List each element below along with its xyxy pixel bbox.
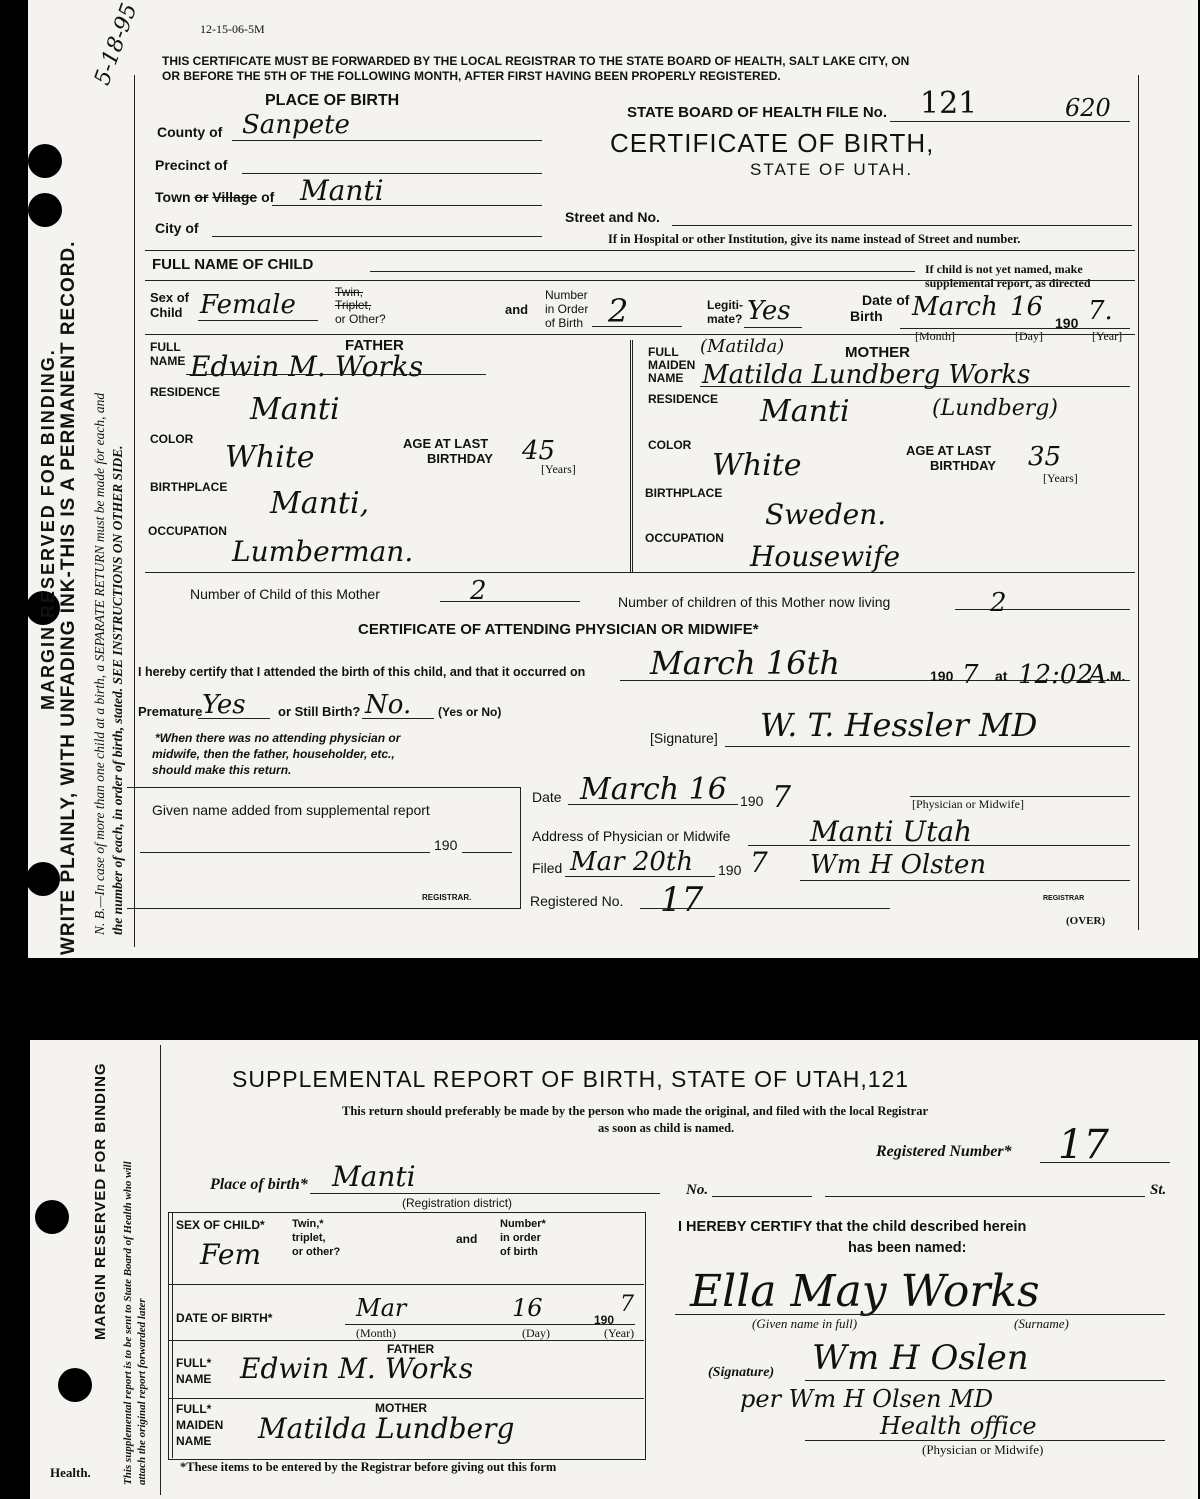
supp-margin-note-1: This supplemental report is to be sent to State Board of Health who will xyxy=(122,1161,134,1485)
occurred-year-prefix: 190 xyxy=(930,668,954,684)
supp-reg-district: (Registration district) xyxy=(402,1196,513,1210)
certificate-title: CERTIFICATE OF BIRTH, xyxy=(610,128,935,158)
punch-hole xyxy=(35,1200,69,1234)
address-label: Address of Physician or Midwife xyxy=(532,828,731,844)
dob-month: March xyxy=(912,292,998,322)
supp-mother-name-label: NAME xyxy=(176,1434,212,1448)
mother-occupation: Housewife xyxy=(750,540,901,573)
mother-birthplace: Sweden. xyxy=(765,498,887,531)
physician-or-midwife-label: [Physician or Midwife] xyxy=(912,797,1024,811)
supp-given-name-label: (Given name in full) xyxy=(752,1316,858,1331)
supp-margin-note-2: attach the original report forwarded later xyxy=(136,1298,148,1485)
punch-hole xyxy=(58,1368,92,1402)
not-named-note-2: supplemental report, as directed xyxy=(925,276,1091,290)
supp-signature-label: (Signature) xyxy=(708,1365,775,1380)
mother-maiden-label: MAIDEN xyxy=(648,358,696,372)
legit-label-1: Legiti- xyxy=(707,298,743,312)
town-label: Town or Village of xyxy=(155,189,275,205)
supp-twin-1: Twin,* xyxy=(292,1218,324,1230)
mother-birthplace-label: BIRTHPLACE xyxy=(645,486,723,500)
mother-residence-label: RESIDENCE xyxy=(648,392,719,406)
father-heading: FATHER xyxy=(345,337,404,354)
address-value: Manti Utah xyxy=(810,815,973,848)
margin-ink-text: WRITE PLAINLY, WITH UNFADING INK-THIS IS A PERMANENT RECORD. xyxy=(58,240,79,955)
father-occupation-label: OCCUPATION xyxy=(148,524,227,538)
certificate-subtitle: STATE OF UTAH. xyxy=(750,160,914,179)
legit-label-2: mate? xyxy=(707,312,743,326)
mother-name-label: NAME xyxy=(648,371,684,385)
supp-twin-3: or other? xyxy=(292,1246,341,1258)
supp-signature-line-2: per Wm H Olsen MD xyxy=(740,1385,994,1413)
full-name-label: FULL NAME OF CHILD xyxy=(152,256,314,273)
supp-place-value: Manti xyxy=(332,1160,416,1193)
order-label-1: Number xyxy=(545,288,588,302)
notice-line-2: OR BEFORE THE 5TH OF THE FOLLOWING MONTH, AFTER FIRST HAVING BEEN PROPERLY REGISTERED. xyxy=(162,69,781,83)
filed-value: Mar 20th xyxy=(570,847,694,877)
mother-name-note: (Matilda) xyxy=(700,336,785,357)
supp-twin-2: triplet, xyxy=(292,1232,326,1244)
mother-name: Matilda Lundberg Works xyxy=(702,360,1031,390)
father-color-label: COLOR xyxy=(150,432,194,446)
date-label: Date xyxy=(532,789,562,805)
father-birthplace: Manti, xyxy=(270,486,370,521)
sex-value: Female xyxy=(200,290,296,320)
occurred-time: 12:02 xyxy=(1018,660,1093,690)
order-label-2: in Order xyxy=(545,302,589,316)
sex-label-2: Child xyxy=(150,305,183,320)
registered-label: Registered No. xyxy=(530,893,624,909)
hospital-note: If in Hospital or other Institution, give its name instead of Street and number. xyxy=(608,232,1021,246)
not-named-note-1: If child is not yet named, make xyxy=(925,262,1083,276)
supp-intro-1: This return should preferably be made by the person who made the original, and filed with the local Registrar xyxy=(342,1104,929,1118)
year-label: [Year] xyxy=(1092,329,1123,343)
supp-title: SUPPLEMENTAL REPORT OF BIRTH, STATE OF UTAH,121 xyxy=(232,1066,910,1092)
supp-mother-maiden-label: MAIDEN xyxy=(176,1418,224,1432)
and-label: and xyxy=(505,302,529,317)
supp-footnote: *These items to be entered by the Registrar before giving out this form xyxy=(180,1460,557,1474)
file-no-value: 121 xyxy=(920,86,978,121)
note-line-1: *When there was no attending physician or xyxy=(155,731,401,745)
note-line-3: should make this return. xyxy=(152,763,292,777)
father-age-label-1: AGE AT LAST xyxy=(403,436,489,451)
day-label: [Day] xyxy=(1015,329,1043,343)
town-value: Manti xyxy=(300,174,384,207)
margin-date: 5-18-95 xyxy=(90,0,143,89)
stillbirth-value: No. xyxy=(365,690,412,720)
filed-year-prefix: 190 xyxy=(718,862,742,878)
over-label: (OVER) xyxy=(1066,915,1106,927)
order-value: 2 xyxy=(608,292,629,330)
mother-age-label-2: BIRTHDAY xyxy=(930,458,996,473)
punch-hole xyxy=(28,193,62,227)
sex-label-1: Sex of xyxy=(150,290,190,305)
county-value: Sanpete xyxy=(242,110,350,140)
given-name-label: Given name added from supplemental report xyxy=(152,802,430,818)
registrar-small-label: REGISTRAR xyxy=(1043,895,1085,902)
supp-signature-value: Wm H Oslen xyxy=(812,1338,1029,1378)
supp-health-label: Health. xyxy=(50,1465,91,1480)
registered-value: 17 xyxy=(660,880,704,920)
dob-year-prefix: 190 xyxy=(1055,315,1079,331)
living-value: 2 xyxy=(990,588,1007,618)
supp-surname-label: (Surname) xyxy=(1014,1316,1069,1331)
order-label-3: of Birth xyxy=(545,316,584,330)
supp-year-label: (Year) xyxy=(604,1326,635,1340)
occurred-year: 7 xyxy=(962,660,979,690)
supp-certify-2: has been named: xyxy=(848,1240,967,1256)
supp-dob-year: 7 xyxy=(620,1292,634,1317)
file-no-suffix: 620 xyxy=(1065,94,1111,122)
mother-age-label-1: AGE AT LAST xyxy=(906,443,992,458)
supp-place-label: Place of birth* xyxy=(210,1176,308,1193)
filed-year: 7 xyxy=(750,846,768,879)
occurred-at: at xyxy=(995,668,1008,684)
mother-color-label: COLOR xyxy=(648,438,692,452)
supp-mother-heading: MOTHER xyxy=(375,1401,427,1415)
yes-no-label: (Yes or No) xyxy=(438,705,502,719)
margin-note-line1: N. B.—In case of more than one child at a birth, a SEPARATE RETURN must be made for each, and xyxy=(92,392,107,935)
margin-note-line2: the number of each, in order of birth, stated. SEE INSTRUCTIONS ON OTHER SIDE. xyxy=(110,445,125,935)
given-registrar-label: REGISTRAR. xyxy=(422,893,472,902)
premature-label: Premature xyxy=(138,704,203,719)
supp-day-label: (Day) xyxy=(522,1326,550,1340)
supp-intro-2: as soon as child is named. xyxy=(598,1121,735,1135)
signature-label: [Signature] xyxy=(650,730,718,746)
twin-label-3: or Other? xyxy=(335,312,386,326)
mother-full-label: FULL xyxy=(648,345,679,359)
father-color: White xyxy=(225,440,315,475)
father-full-label: FULL xyxy=(150,340,181,354)
supp-sex-label: SEX OF CHILD* xyxy=(176,1218,265,1232)
place-of-birth-heading: PLACE OF BIRTH xyxy=(265,92,400,109)
supp-dob-month: Mar xyxy=(356,1294,407,1322)
mother-color: White xyxy=(712,448,802,483)
date-value: March 16 xyxy=(580,772,727,807)
city-label: City of xyxy=(155,220,199,236)
child-number-label: Number of Child of this Mother xyxy=(190,586,380,602)
supp-child-name: Ella May Works xyxy=(690,1266,1040,1317)
father-age: 45 xyxy=(522,436,556,466)
notice-line-1: THIS CERTIFICATE MUST BE FORWARDED BY THE LOCAL REGISTRAR TO THE STATE BOARD OF HEALTH, SALT LAKE CITY, ON xyxy=(162,54,910,68)
supp-dob-label: DATE OF BIRTH* xyxy=(176,1311,273,1325)
supp-num-3: of birth xyxy=(500,1246,538,1258)
mother-residence-note: (Lundberg) xyxy=(932,396,1058,421)
supp-certify-1: I HEREBY CERTIFY that the child described herein xyxy=(678,1219,1027,1235)
mother-heading: MOTHER xyxy=(845,344,910,361)
given-name-190: 190 xyxy=(434,837,458,853)
father-years-label: [Years] xyxy=(541,462,576,476)
father-occupation: Lumberman. xyxy=(232,535,414,568)
supp-and-label: and xyxy=(456,1232,478,1246)
street-label: Street and No. xyxy=(565,209,660,225)
dob-label-2: Birth xyxy=(850,308,883,324)
supp-registered-label: Registered Number* xyxy=(876,1143,1012,1160)
filed-registrar-signature: Wm H Olsten xyxy=(810,850,987,880)
mother-residence: Manti xyxy=(760,394,850,429)
supp-num-2: in order xyxy=(500,1232,541,1244)
father-name: Edwin M. Works xyxy=(190,350,424,383)
stillbirth-label: or Still Birth? xyxy=(278,704,361,719)
supp-father-heading: FATHER xyxy=(387,1342,435,1356)
supp-no-label: No. xyxy=(686,1182,709,1198)
supp-registered-value: 17 xyxy=(1058,1122,1109,1168)
punch-hole xyxy=(28,144,62,178)
twin-label-1: Twin, xyxy=(335,285,364,299)
signature-value: W. T. Hessler MD xyxy=(760,706,1038,744)
child-number-value: 2 xyxy=(470,576,487,606)
premature-value: Yes xyxy=(202,690,246,720)
date-year: 7 xyxy=(772,780,792,815)
supp-dob-year-prefix: 190 xyxy=(594,1313,615,1327)
form-code: 12-15-06-5M xyxy=(200,22,265,36)
supp-mother-full-label: FULL* xyxy=(176,1402,212,1416)
mother-years-label: [Years] xyxy=(1043,471,1078,485)
father-residence-label: RESIDENCE xyxy=(150,385,221,399)
date-year-prefix: 190 xyxy=(740,793,764,809)
father-age-label-2: BIRTHDAY xyxy=(427,451,493,466)
father-residence: Manti xyxy=(250,392,340,427)
supp-physician-label: (Physician or Midwife) xyxy=(922,1442,1044,1457)
occurred-m: .M. xyxy=(1106,668,1126,684)
filed-label: Filed xyxy=(532,860,563,876)
note-line-2: midwife, then the father, householder, etc., xyxy=(152,747,395,761)
month-label: [Month] xyxy=(915,329,955,343)
twin-label-2: Triplet, xyxy=(335,298,372,312)
living-label: Number of children of this Mother now living xyxy=(618,594,891,610)
dob-year: 7. xyxy=(1088,296,1113,326)
margin-reserved-text: MARGIN RESERVED FOR BINDING. xyxy=(38,348,58,710)
legit-value: Yes xyxy=(747,296,791,326)
supp-dob-day: 16 xyxy=(512,1294,543,1322)
supp-signature-line-3: Health office xyxy=(880,1412,1037,1440)
supp-sex-value: Fem xyxy=(200,1238,262,1271)
supp-margin-reserved: MARGIN RESERVED FOR BINDING xyxy=(92,1062,109,1340)
punch-hole xyxy=(26,862,60,896)
mother-age: 35 xyxy=(1028,442,1062,472)
supp-father-name: Edwin M. Works xyxy=(240,1352,474,1385)
occurred-value: March 16th xyxy=(650,644,841,682)
dob-label-1: Date of xyxy=(862,292,910,308)
father-name-label: NAME xyxy=(150,354,186,368)
supp-st-label: St. xyxy=(1150,1182,1167,1198)
occurred-ampm: A xyxy=(1088,660,1107,690)
supp-mother-name: Matilda Lundberg xyxy=(258,1412,515,1445)
supp-num-1: Number* xyxy=(500,1218,546,1230)
supp-month-label: (Month) xyxy=(356,1326,396,1340)
mother-occupation-label: OCCUPATION xyxy=(645,531,724,545)
physician-heading: CERTIFICATE OF ATTENDING PHYSICIAN OR MIDWIFE* xyxy=(358,621,759,638)
certify-text: I hereby certify that I attended the birth of this child, and that it occurred on xyxy=(138,665,586,679)
file-no-label: STATE BOARD OF HEALTH FILE No. xyxy=(627,104,887,121)
dob-day: 16 xyxy=(1010,292,1044,322)
county-label: County of xyxy=(157,124,223,140)
supp-father-full-label: FULL* xyxy=(176,1356,212,1370)
father-birthplace-label: BIRTHPLACE xyxy=(150,480,228,494)
precinct-label: Precinct of xyxy=(155,157,228,173)
supp-father-name-label: NAME xyxy=(176,1372,212,1386)
